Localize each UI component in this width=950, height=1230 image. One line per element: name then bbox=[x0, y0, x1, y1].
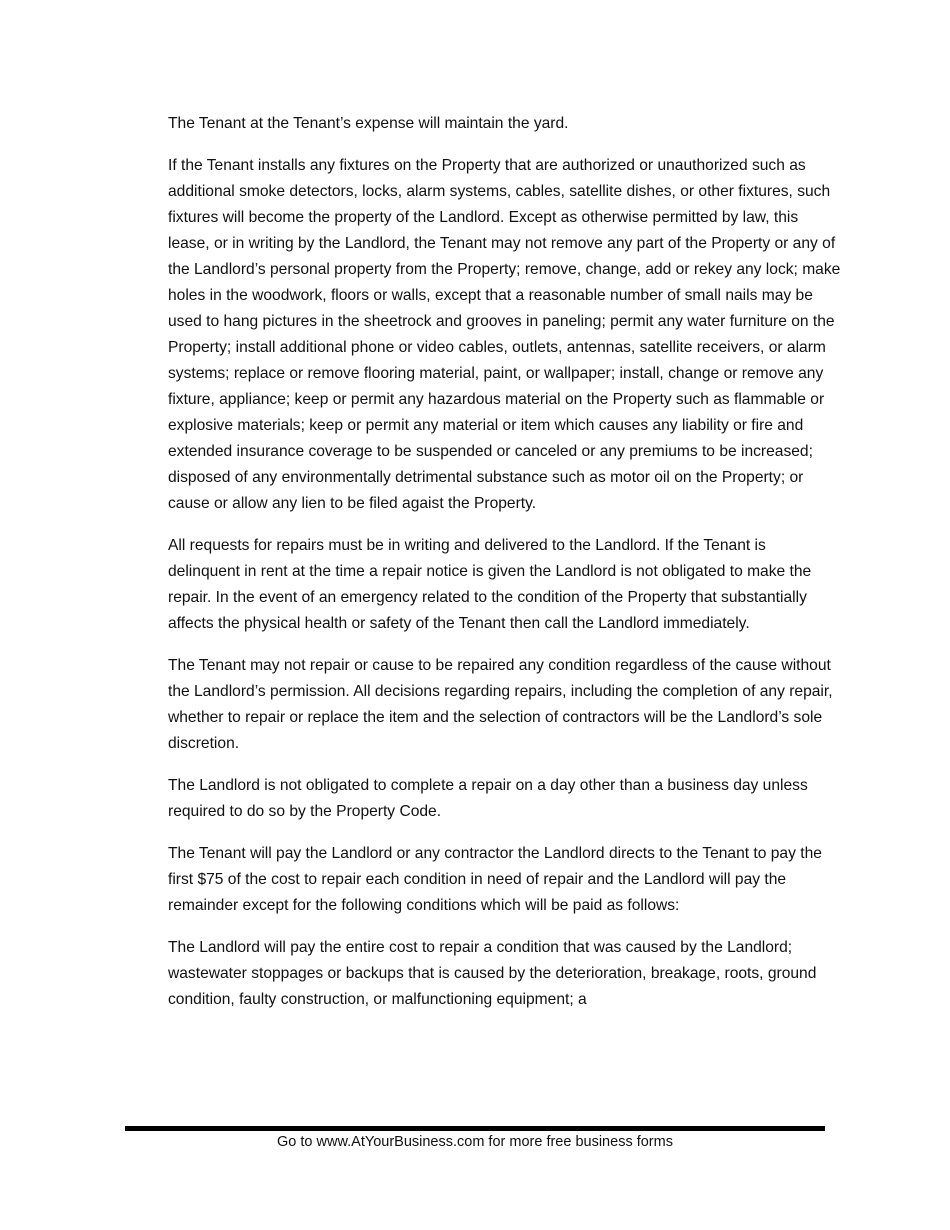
paragraph-business-day: The Landlord is not obligated to complete a repair on a day other than a business day unless required to do so by the Property Code. bbox=[168, 777, 808, 820]
paragraph-repair-cost: The Tenant will pay the Landlord or any contractor the Landlord directs to the Tenant to pay the first $75 of the cost to repair each condition in need of repair and the Landlord will pay the remainder except for the following conditions which will be paid as follows: bbox=[168, 845, 822, 914]
paragraph-yard-maintenance: The Tenant at the Tenant’s expense will maintain the yard. bbox=[168, 115, 569, 132]
paragraph-repair-requests: All requests for repairs must be in writing and delivered to the Landlord. If the Tenant is delinquent in rent at the time a repair notice is given the Landlord is not obligated to make the repair. In the event of an emergency related to the condition of the Property that substantially affects the physical health or safety of the Tenant then call the Landlord immediately. bbox=[168, 537, 812, 632]
document-body bbox=[168, 111, 842, 1029]
paragraph-landlord-pays: The Landlord will pay the entire cost to repair a condition that was caused by the Landlord; wastewater stoppages or backups that is caused by the deterioration, breakage, roots, ground condition, faulty construction, or malfunctioning equipment; a bbox=[168, 939, 817, 1008]
footer-divider bbox=[125, 1126, 825, 1131]
footer-note: Go to www.AtYourBusiness.com for more free business forms bbox=[277, 1134, 673, 1150]
paragraph-repair-permission: The Tenant may not repair or cause to be repaired any condition regardless of the cause without the Landlord’s permission. All decisions regarding repairs, including the completion of any repair, whether to repair or replace the item and the selection of contractors will be the Landlord’s sole discretion. bbox=[168, 657, 833, 752]
paragraph-fixtures: If the Tenant installs any fixtures on the Property that are authorized or unauthorized such as additional smoke detectors, locks, alarm systems, cables, satellite dishes, or other fixtures, such fixtures will become the property of the Landlord. Except as otherwise permitted by law, this lease, or in writing by the Landlord, the Tenant may not remove any part of the Property or any of the Landlord’s personal property from the Property; remove, change, add or rekey any lock; make holes in the woodwork, floors or walls, except that a reasonable number of small nails may be used to hang pictures in the sheetrock and grooves in paneling; permit any water furniture on the Property; install additional phone or video cables, outlets, antennas, satellite receivers, or alarm systems; replace or remove flooring material, paint, or wallpaper; install, change or remove any fixture, appliance; keep or permit any hazardous material on the Property such as flammable or explosive materials; keep or permit any material or item which causes any liability or fire and extended insurance coverage to be suspended or canceled or any premiums to be increased; disposed of any environmentally detrimental substance such as motor oil on the Property; or cause or allow any lien to be filed agaist the Property. bbox=[168, 157, 841, 512]
